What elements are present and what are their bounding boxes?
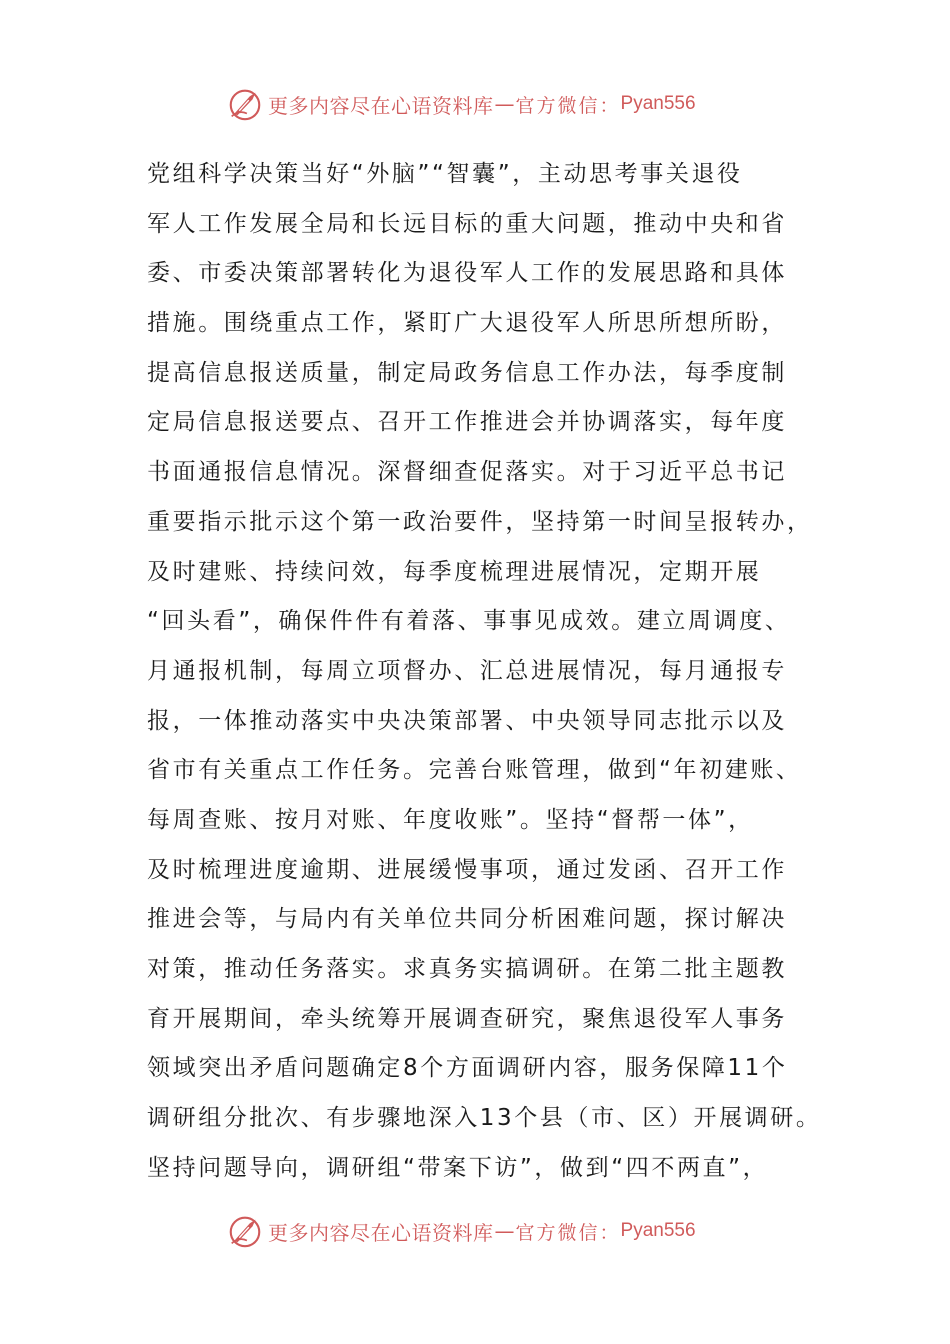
text-line-16: 推进会等，与局内有关单位共同分析困难问题，探讨解决	[147, 906, 787, 933]
banner-slogan: 更多内容尽在心语资料库	[268, 93, 494, 118]
text-line-3: 委、市委决策部署转化为退役军人工作的发展思路和具体	[147, 260, 787, 287]
text-line-1: 党组科学决策当好“外脑”“智囊”，主动思考事关退役	[147, 161, 743, 187]
text-line-2: 军人工作发展全局和长远目标的重大问题，推动中央和省	[147, 210, 787, 237]
text-line-7: 书面通报信息情况。深督细查促落实。对于习近平总书记	[147, 459, 787, 486]
text-line-20: 调研组分批次、有步骤地深入13个县（市、区）开展调研。	[147, 1105, 822, 1132]
text-line-13: 省市有关重点工作任务。完善台账管理，做到“年初建账、	[147, 757, 802, 784]
text-line-5: 提高信息报送质量，制定局政务信息工作办法，每季度制	[147, 359, 787, 386]
pen-nib-logo-icon	[226, 85, 264, 123]
banner-wechat-id: Pyan556	[620, 1220, 696, 1241]
text-line-12: 报，一体推动落实中央决策部署、中央领导同志批示以及	[147, 707, 787, 734]
banner-wechat-id: Pyan556	[620, 93, 696, 114]
text-line-10: “回头看”，确保件件有着落、事事见成效。建立周调度、	[147, 608, 791, 635]
banner-separator: —	[494, 92, 515, 116]
text-line-17: 对策，推动任务落实。求真务实搞调研。在第二批主题教	[147, 956, 787, 982]
pen-nib-logo-icon	[226, 1212, 264, 1250]
text-line-21: 坚持问题导向，调研组“带案下访”，做到“四不两直”，	[147, 1154, 769, 1181]
footer-watermark-banner	[226, 1211, 696, 1251]
text-line-11: 月通报机制，每周立项督办、汇总进展情况，每月通报专	[147, 657, 787, 684]
text-line-18: 育开展期间，牵头统筹开展调查研究，聚焦退役军人事务	[147, 1005, 787, 1032]
banner-wechat-label: 官方微信：	[515, 94, 621, 117]
text-line-4: 措施。围绕重点工作，紧盯广大退役军人所思所想所盼，	[147, 310, 787, 337]
text-line-19: 领域突出矛盾问题确定8个方面调研内容，服务保障11个	[147, 1055, 788, 1082]
banner-separator: —	[494, 1219, 515, 1243]
text-line-14: 每周查账、按月对账、年度收账”。坚持“督帮一体”，	[147, 806, 754, 833]
body-paragraph	[147, 150, 822, 1193]
text-line-9: 及时建账、持续问效，每季度梳理进展情况，定期开展	[147, 558, 762, 585]
banner-wechat-label: 官方微信：	[515, 1221, 621, 1244]
header-watermark-banner	[226, 84, 696, 124]
text-line-8: 重要指示批示这个第一政治要件，坚持第一时间呈报转办，	[147, 508, 813, 535]
text-line-15: 及时梳理进度逾期、进展缓慢事项，通过发函、召开工作	[147, 856, 787, 883]
text-line-6: 定局信息报送要点、召开工作推进会并协调落实，每年度	[147, 409, 787, 436]
banner-slogan: 更多内容尽在心语资料库	[268, 1220, 494, 1245]
